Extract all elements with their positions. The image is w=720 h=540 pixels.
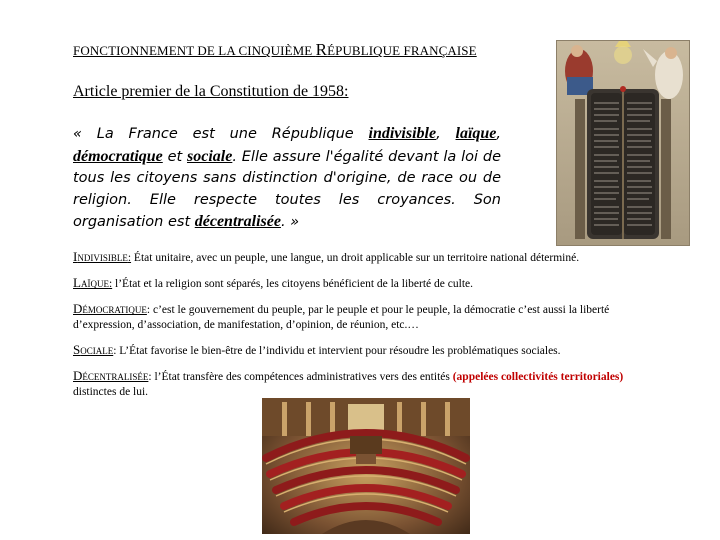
definition-laique [73, 275, 633, 292]
term-rest: ÉCENTRALISÉE [82, 372, 149, 382]
title-part-1: FONCTIONNEMENT DE LA CINQUIÈME [73, 43, 316, 58]
definition-text: : l’État transfère des compétences administratives vers des entités [148, 371, 453, 383]
keyword-indivisible: indivisible [368, 125, 437, 142]
declaration-painting [556, 40, 690, 246]
keyword-democratique: démocratique [73, 147, 163, 165]
term-colon: : [127, 252, 132, 264]
term-initial: D [73, 301, 83, 316]
definition-text: l’État et la religion sont séparés, les citoyens bénéficient de la liberté de culte. [112, 278, 473, 290]
definition-text: : c’est le gouvernement du peuple, par le peuple et pour le peuple, la démocratie c’est aussi la liberté d’expression, d’association, de manifestation, d’opinion, de réunion, etc.… [73, 304, 610, 331]
quote-text: , [436, 126, 456, 142]
keyword-decentralisee: décentralisée [194, 213, 281, 230]
term-rest: NDIVISIBLE [77, 253, 128, 263]
definition-text: : L’État favorise le bien-être de l’individu et intervient pour résoudre les problématiques sociales. [113, 345, 561, 357]
term-rest: OCIALE [80, 346, 114, 356]
title-part-3: ÉPUBLIQUE FRANÇAISE [327, 43, 477, 58]
definition-sociale [73, 342, 633, 359]
quote-text: . » [280, 214, 300, 230]
term-initial: L [73, 275, 81, 290]
keyword-sociale: sociale [187, 147, 233, 165]
quote-text: . Elle assure l'égalité devant la loi de tous les citoyens sans distinction d'origine, de race ou de religion. Elle respecte toutes les croyances. Son organisation est [73, 148, 502, 230]
term-rest: ÉMOCRATIQUE [82, 305, 147, 315]
term-initial: D [73, 368, 83, 383]
keyword-laique: laïque [455, 125, 497, 142]
term-rest: AÏQUE [80, 279, 109, 289]
constitution-quote [73, 123, 501, 234]
definition-term [73, 342, 114, 357]
quote-text: , [496, 126, 502, 142]
term-initial: I [73, 249, 78, 264]
definition-term [73, 249, 132, 264]
definition-text: État unitaire, avec un peuple, une langue, un droit applicable sur un territoire national déterminé. [131, 252, 580, 264]
quote-text: « La France est une République [73, 126, 369, 142]
definition-term [73, 301, 147, 316]
definition-indivisible [73, 249, 633, 266]
definition-term [73, 368, 149, 383]
assemblee-hemicycle-photo [262, 398, 470, 534]
definition-term [73, 275, 113, 290]
subtitle: Article premier de la Constitution de 1958: [73, 83, 349, 100]
term-initial: S [73, 342, 81, 357]
quote-text: et [162, 148, 188, 165]
page-title [73, 40, 533, 60]
collectivites-highlight: (appelées collectivités territoriales) [452, 371, 624, 383]
definition-text: distinctes de lui. [73, 386, 149, 398]
title-part-2: R [315, 40, 328, 59]
term-colon: : [108, 278, 113, 290]
definition-democratique [73, 301, 633, 333]
definition-decentralisee [73, 368, 633, 400]
definitions-list [73, 249, 633, 409]
